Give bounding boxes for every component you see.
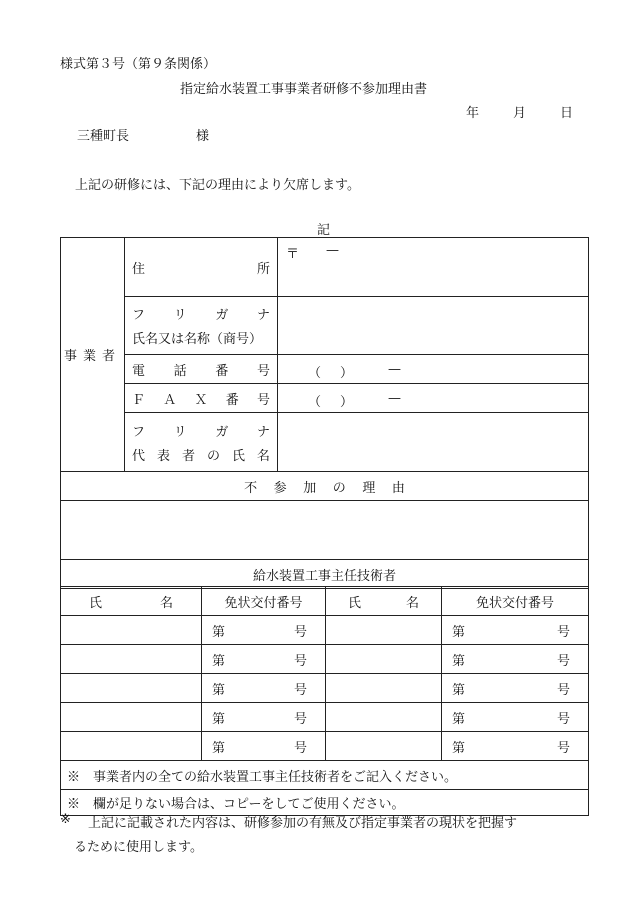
license-number-field-2[interactable] <box>442 645 589 674</box>
reason-field[interactable] <box>61 501 589 560</box>
reason-header <box>61 472 589 501</box>
rep-furigana-char: フ <box>132 424 146 440</box>
license-number <box>202 650 325 669</box>
note-2: ※ 欄が足りない場合は、コピーをしてご使用ください。 <box>61 790 589 816</box>
tech-name-header <box>61 587 202 616</box>
license-number <box>202 737 325 756</box>
fax-label-char: Ｆ <box>132 392 146 408</box>
go-label: 号 <box>293 740 307 756</box>
license-number <box>442 679 588 698</box>
company-name-field[interactable] <box>278 297 589 355</box>
rep-furigana-char: ガ <box>215 424 229 440</box>
fax-paren-close: ） <box>340 395 354 410</box>
phone-label-char: 電 <box>132 363 146 379</box>
footer-note-line1: 上記に記載された内容は、研修参加の有無及び指定事業者の現状を把握す <box>88 816 518 831</box>
go-label: 号 <box>556 711 570 727</box>
license-number-field[interactable] <box>202 674 326 703</box>
reason-char: 不 <box>244 480 258 496</box>
technician-name-field[interactable] <box>61 616 202 645</box>
rep-label-char: 者 <box>181 448 195 464</box>
rep-label-char: の <box>206 448 220 464</box>
table-row <box>61 645 589 674</box>
license-number <box>442 737 588 756</box>
license-number <box>442 708 588 727</box>
name-label-cell <box>125 297 278 355</box>
addressee-name: 三種町長 <box>77 129 130 144</box>
dai-label: 第 <box>212 682 226 698</box>
rep-furigana-char: リ <box>173 424 187 440</box>
tech-title: 給水装置工事主任技術者 <box>61 560 589 589</box>
table-row <box>61 703 589 732</box>
reason-char: 加 <box>303 480 317 496</box>
phone-label-char: 話 <box>173 363 187 379</box>
license-number-field[interactable] <box>202 645 326 674</box>
address-field[interactable] <box>278 238 589 297</box>
go-label: 号 <box>556 740 570 756</box>
tech-license-header-2: 免状交付番号 <box>442 587 589 616</box>
go-label: 号 <box>293 624 307 640</box>
technician-name-field-2[interactable] <box>326 732 442 761</box>
year-label: 年 <box>466 106 480 121</box>
address-label-char: 住 <box>132 261 146 277</box>
phone-label <box>125 355 278 384</box>
dai-label: 第 <box>212 711 226 727</box>
fax-label-char: Ｘ <box>194 392 208 408</box>
go-label: 号 <box>293 682 307 698</box>
rep-furigana-char: ナ <box>256 424 270 440</box>
technician-table <box>60 586 589 816</box>
license-number-field-2[interactable] <box>442 732 589 761</box>
tech-name-header-2 <box>326 587 442 616</box>
fax-label <box>125 384 278 413</box>
address-label-char: 所 <box>256 261 270 277</box>
phone-dash: — <box>388 362 401 377</box>
dai-label: 第 <box>212 653 226 669</box>
fax-label-char: Ａ <box>163 392 177 408</box>
license-number-field-2[interactable] <box>442 616 589 645</box>
table-row <box>61 732 589 761</box>
technician-name-field-2[interactable] <box>326 616 442 645</box>
dai-label: 第 <box>452 740 466 756</box>
fax-field[interactable] <box>278 384 589 413</box>
fax-label-char: 号 <box>256 392 270 408</box>
dai-label: 第 <box>452 711 466 727</box>
table-row <box>61 674 589 703</box>
name-label: 氏名又は名称（商号） <box>132 332 263 347</box>
phone-field[interactable] <box>278 355 589 384</box>
representative-label <box>125 413 278 472</box>
business-side-label <box>61 238 125 472</box>
technician-name-field-2[interactable] <box>326 674 442 703</box>
header-char: 氏 <box>348 595 362 611</box>
furigana-char: ナ <box>256 308 270 323</box>
note-1: ※ 事業者内の全ての給水装置工事主任技術者をご記入ください。 <box>61 761 589 790</box>
license-number <box>442 650 588 669</box>
technician-name-field[interactable] <box>61 645 202 674</box>
phone-paren-close: ） <box>340 366 354 381</box>
business-table <box>60 237 589 589</box>
header-char: 名 <box>159 595 173 611</box>
technician-name-field-2[interactable] <box>326 645 442 674</box>
technician-name-field[interactable] <box>61 674 202 703</box>
fax-paren-open: （ <box>308 395 322 410</box>
day-label: 日 <box>560 106 574 121</box>
footer-note-line2: るために使用します。 <box>74 840 203 855</box>
go-label: 号 <box>556 624 570 640</box>
phone-label-char: 番 <box>215 363 229 379</box>
rep-label-char: 代 <box>132 448 146 464</box>
dai-label: 第 <box>212 624 226 640</box>
addressee-honorific: 様 <box>196 129 210 144</box>
license-number-field-2[interactable] <box>442 703 589 732</box>
technician-name-field-2[interactable] <box>326 703 442 732</box>
phone-paren-open: （ <box>308 366 322 381</box>
month-label: 月 <box>513 106 527 121</box>
furigana-char: リ <box>173 308 187 323</box>
reason-char: の <box>332 480 346 496</box>
technician-name-field[interactable] <box>61 732 202 761</box>
fax-dash: — <box>388 391 401 406</box>
fax-label-char: 番 <box>225 392 239 408</box>
rep-label-char: 氏 <box>231 448 245 464</box>
go-label: 号 <box>556 653 570 669</box>
furigana-char: フ <box>132 308 146 323</box>
dai-label: 第 <box>452 653 466 669</box>
form-number: 様式第３号（第９条関係） <box>60 57 217 72</box>
license-number <box>202 708 325 727</box>
license-number-field[interactable] <box>202 732 326 761</box>
reason-char: 理 <box>362 480 376 496</box>
reason-char: 参 <box>273 480 287 496</box>
footer-note-mark: ※ <box>60 812 71 827</box>
license-number-field[interactable] <box>202 616 326 645</box>
postal-dash: — <box>326 243 339 258</box>
dai-label: 第 <box>212 740 226 756</box>
license-number-field-2[interactable] <box>442 674 589 703</box>
dai-label: 第 <box>452 682 466 698</box>
go-label: 号 <box>556 682 570 698</box>
rep-label-char: 表 <box>156 448 170 464</box>
license-number <box>202 679 325 698</box>
ki-label: 記 <box>317 223 331 238</box>
technician-name-field[interactable] <box>61 703 202 732</box>
header-char: 氏 <box>89 595 103 611</box>
dai-label: 第 <box>452 624 466 640</box>
representative-name-field[interactable] <box>278 413 589 472</box>
postal-mark: 〒 <box>286 247 300 262</box>
intro-text: 上記の研修には、下記の理由により欠席します。 <box>75 178 360 193</box>
phone-label-char: 号 <box>256 363 270 379</box>
furigana-char: ガ <box>215 308 229 323</box>
page-title: 指定給水装置工事事業者研修不参加理由書 <box>180 82 428 97</box>
license-number <box>202 621 325 640</box>
business-side-text: 事業者 <box>63 349 121 364</box>
rep-label-char: 名 <box>256 448 270 464</box>
license-number <box>442 621 588 640</box>
license-number-field[interactable] <box>202 703 326 732</box>
address-label <box>125 238 278 297</box>
tech-license-header: 免状交付番号 <box>202 587 326 616</box>
reason-char: 由 <box>391 480 405 496</box>
header-char: 名 <box>405 595 419 611</box>
table-row <box>61 616 589 645</box>
go-label: 号 <box>293 711 307 727</box>
go-label: 号 <box>293 653 307 669</box>
